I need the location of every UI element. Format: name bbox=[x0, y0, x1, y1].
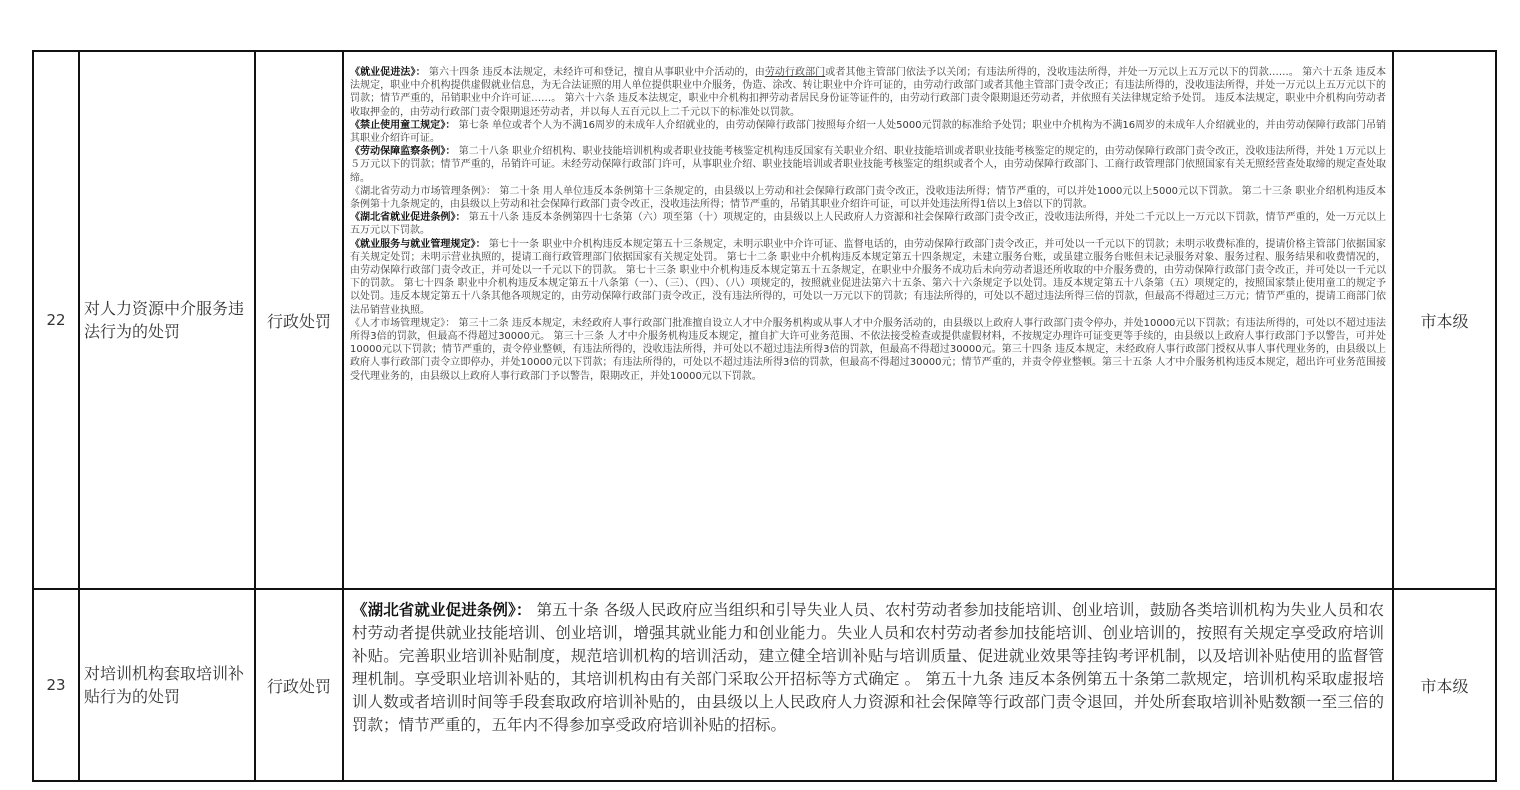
row-number: 23 bbox=[33, 589, 79, 781]
basis-paragraph: 《劳动保障监察条例》： 第二十八条 职业介绍机构、职业技能培训机构或者职业技能考核鉴定机构违反国家有关职业介绍、职业技能培训或者职业技能考核鉴定的规定的，由劳动保障行政部门责令改正，没收违法所得，并处１万元以上５万元以下的罚款；情节严重的，吊销许可证。未经劳动保障行政部门许可，从事职业介绍、职业技能培训或者职业技能考核鉴定的组织或者个人，由劳动保障行政部门、工商行政管理部门依照国家有关无照经营查处取缔的规定查处取缔。 bbox=[350, 146, 1387, 184]
law-title: 《劳动保障监察条例》 bbox=[350, 146, 446, 158]
law-title: 《湖北省就业促进条例》 bbox=[352, 601, 516, 619]
item-level: 市本级 bbox=[1393, 589, 1496, 781]
basis-paragraph: 《湖北省就业促进条例》： 第五十条 各级人民政府应当组织和引导失业人员、农村劳动者参加技能培训、创业培训，鼓励各类培训机构为失业人员和农村劳动者提供就业技能培训、创业培训，增强其就业能力和创业能力。失业人员和农村劳动者参加技能培训、创业培训的，按照有关规定享受政府培训补贴。完善职业培训补贴制度，规范培训机构的培训活动，建立健全培训补贴与培训质量、促进就业效果等挂钩考评机制，以及培训补贴使用的监督管理机制。享受职业培训补贴的，其培训机构由有关部门采取公开招标等方式确定 。 第五十九条 违反本条例第五十条第二款规定，培训机构采取虚报培训人数或者培训时间等手段套取政府培训补贴的，由县级以上人民政府人力资源和社会保障等行政部门责令退回，并处所套取培训补贴数额一至三倍的罚款；情节严重的，五年内不得参加享受政府培训补贴的招标。 bbox=[352, 601, 1384, 734]
item-type: 行政处罚 bbox=[255, 51, 343, 589]
law-title: 《就业促进法》 bbox=[350, 67, 416, 78]
law-title: 《人才市场管理规定》： bbox=[350, 317, 456, 329]
item-name: 对人力资源中介服务违法行为的处罚 bbox=[79, 51, 255, 589]
item-type: 行政处罚 bbox=[255, 589, 343, 781]
law-title: 《禁止使用童工规定》 bbox=[350, 119, 446, 131]
legal-basis bbox=[343, 589, 1393, 781]
basis-paragraph: 《就业服务与就业管理规定》： 第七十一条 职业中介机构违反本规定第五十三条规定，未明示职业中介许可证、监督电话的，由劳动保障行政部门责令改正，并可处以一千元以下的罚款；未明示收费标准的，提请价格主管部门依据国家有关规定处罚；未明示营业执照的，提请工商行政管理部门依据国家有关规定处罚。 第七十二条 职业中介机构违反本规定第五十四条规定，未建立服务台账，或虽建立服务台账但未记录服务对象、服务过程、服务结果和收费情况的，由劳动保障行政部门责令改正，并可处以一千元以下的罚款。 第七十三条 职业中介机构违反本规定第五十五条规定，在职业中介服务不成功后未向劳动者退还所收取的中介服务费的，由劳动保障行政部门责令改正，并可处以一千元以下的罚款。 第七十四条 职业中介机构违反本规定第五十八条第（一）、（三）、（四）、（八）项规定的，按照就业促进法第六十五条、第六十六条规定予以处罚。违反本规定第五十八条第（五）项规定的，按照国家禁止使用童工的规定予以处罚。违反本规定第五十八条其他各项规定的，由劳动保障行政部门责令改正，没有违法所得的，可处以一万元以下的罚款；有违法所得的，可处以不超过违法所得三倍的罚款，但最高不得超过三万元；情节严重的，提请工商部门依法吊销营业执照。 bbox=[350, 238, 1387, 316]
table-row bbox=[33, 589, 1496, 781]
table-row bbox=[33, 51, 1496, 589]
basis-paragraph: 《湖北省劳动力市场管理条例》： 第二十条 用人单位违反本条例第十三条规定的，由县级以上劳动和社会保障行政部门责令改正，没收违法所得；情节严重的，可以并处1000元以上5000元以下罚款。 第二十三条 职业介绍机构违反本条例第十九条规定的，由县级以上劳动和社会保障行政部门责令改正，没收违法所得；情节严重的，吊销其职业介绍许可证，可以并处违法所得1倍以上3倍以下的罚款。 bbox=[350, 185, 1386, 211]
item-name: 对培训机构套取培训补贴行为的处罚 bbox=[79, 589, 255, 781]
basis-paragraph: 《禁止使用童工规定》： 第七条 单位或者个人为不满16周岁的未成年人介绍就业的，由劳动保障行政部门按照每介绍一人处5000元罚款的标准给予处罚；职业中介机构为不满16周岁的未成年人介绍就业的，并由劳动保障行政部门吊销其职业介绍许可证。 bbox=[350, 119, 1387, 145]
item-level: 市本级 bbox=[1393, 51, 1496, 589]
basis-paragraph: 《就业促进法》： 第六十四条 违反本法规定，未经许可和登记，擅自从事职业中介活动的，由劳动行政部门或者其他主管部门依法予以关闭；有违法所得的，没收违法所得，并处一万元以上五万元以下的罚款……。 第六十五条 违反本法规定，职业中介机构提供虚假就业信息，为无合法证照的用人单位提供职业中介服务，伪造、涂改、转让职业中介许可证的，由劳动行政部门或者其他主管部门责令改正；有违法所得的，没收违法所得，并处一万元以上五万元以下的罚款；情节严重的，吊销职业中介许可证……。 第六十六条 违反本法规定，职业中介机构扣押劳动者居民身份证等证件的，由劳动行政部门责令限期退还劳动者，并依照有关法律规定给予处罚。 违反本法规定，职业中介机构向劳动者收取押金的，由劳动行政部门责令限期退还劳动者，并以每人五百元以上二千元以下的标准处以罚款。 bbox=[350, 67, 1387, 118]
legal-basis bbox=[343, 51, 1393, 589]
law-title: 《湖北省劳动力市场管理条例》： bbox=[350, 185, 497, 197]
underlined-term: 劳动行政部门 bbox=[764, 67, 826, 78]
law-title: 《湖北省就业促进条例》 bbox=[350, 212, 456, 224]
law-title: 《就业服务与就业管理规定》 bbox=[350, 238, 476, 250]
row-number: 22 bbox=[33, 51, 79, 589]
basis-paragraph: 《人才市场管理规定》： 第三十二条 违反本规定，未经政府人事行政部门批准擅自设立人才中介服务机构或从事人才中介服务活动的，由县级以上政府人事行政部门责令停办，并处10000元以下罚款；有违法所得的，可处以不超过违法所得3倍的罚款，但最高不得超过30000元。 第三十三条 人才中介服务机构违反本规定，擅自扩大许可业务范围、不依法接受检查或提供虚假材料，不按规定办理许可证变更等手续的，由县级以上政府人事行政部门予以警告，可并处10000元以下罚款；情节严重的，责令停业整顿，有违法所得的，没收违法所得，并可处以不超过违法所得3倍的罚款，但最高不得超过30000元。第三十四条 违反本规定，未经政府人事行政部门授权从事人事代理业务的，由县级以上政府人事行政部门责令立即停办，并处10000元以下罚款；有违法所得的，可处以不超过违法所得3倍的罚款，但最高不得超过30000元；情节严重的，并责令停业整顿。第三十五条 人才中介服务机构违反本规定，超出许可业务范围接受代理业务的，由县级以上政府人事行政部门予以警告，限期改正，并处10000元以下罚款。 bbox=[350, 317, 1387, 382]
penalty-table bbox=[32, 50, 1497, 782]
basis-paragraph: 《湖北省就业促进条例》： 第五十八条 违反本条例第四十七条第（六）项至第（十）项规定的，由县级以上人民政府人力资源和社会保障行政部门责令改正，没收违法所得，并处二千元以上一万元以下罚款，情节严重的，处一万元以上五万元以下罚款。 bbox=[350, 212, 1387, 237]
